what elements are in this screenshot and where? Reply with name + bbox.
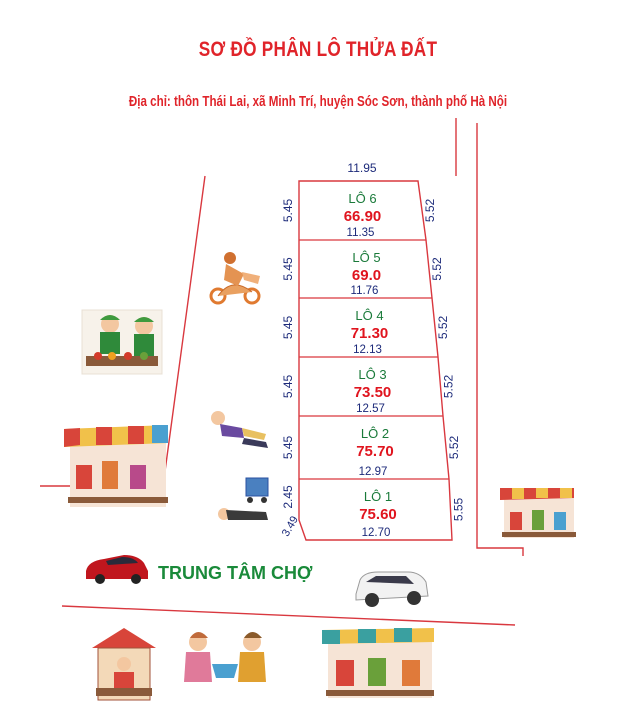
lot-name: LÔ 1 [363, 489, 393, 504]
lot-left-side: 5.45 [281, 374, 295, 399]
lot-name: LÔ 4 [355, 308, 384, 323]
lot-left-side: 5.45 [281, 198, 295, 223]
lot-bottom-width: 12.70 [361, 527, 391, 539]
lot-bottom-width: 12.97 [358, 466, 388, 478]
top-width-label: 11.95 [347, 161, 377, 175]
lot-area: 69.0 [351, 267, 382, 284]
lot-left-side: 5.45 [281, 435, 295, 460]
plot-outline [299, 181, 452, 540]
market-center-label: TRUNG TÂM CHỢ [158, 563, 313, 583]
lot-name: LÔ 6 [348, 191, 377, 206]
shopkeepers-icon [82, 310, 162, 374]
lot-left-side: 5.45 [281, 257, 295, 281]
lot-area: 75.60 [359, 506, 397, 523]
lot-bottom-width: 11.76 [350, 285, 379, 297]
lot-name: LÔ 3 [358, 367, 387, 382]
corner-cut-label: 3.49 [279, 514, 301, 539]
lot-right-side: 5.52 [430, 257, 444, 281]
address-line: Địa chỉ: thôn Thái Lai, xã Minh Trí, huyện Sóc Sơn, thành phố Hà Nội [128, 94, 508, 110]
lot-bottom-width: 12.57 [356, 403, 385, 415]
white-suv-icon [356, 572, 428, 607]
lot-name: LÔ 2 [360, 426, 390, 441]
lot-bottom-width: 11.35 [346, 227, 375, 239]
lot-right-side: 5.52 [423, 198, 437, 223]
lots-layer [280, 161, 466, 540]
motorbike-rider-icon [211, 252, 260, 303]
lot-left-side: 5.45 [281, 315, 295, 340]
lot-right-side: 5.55 [451, 497, 466, 522]
lot-area: 71.30 [350, 325, 389, 342]
market-stall-icon [500, 488, 576, 538]
lot-area: 75.70 [356, 443, 394, 460]
lot-bottom-width: 12.13 [353, 344, 382, 356]
shopping-cart-person-icon [218, 478, 268, 520]
sliding-person-icon [211, 411, 268, 448]
food-vendor-icon [92, 628, 156, 700]
lot-right-side: 5.52 [441, 374, 456, 399]
market-stall-icon [64, 425, 168, 507]
lot-right-side: 5.52 [447, 435, 461, 460]
shoppers-icon [184, 632, 266, 682]
lot-left-side: 2.45 [281, 485, 295, 509]
market-stall-icon [322, 628, 434, 698]
bottom-road-edge [62, 606, 515, 625]
lot-area: 66.90 [343, 208, 382, 225]
lot-right-side: 5.52 [436, 315, 450, 340]
red-car-icon [86, 555, 148, 584]
lot-area: 73.50 [353, 384, 392, 401]
lot-name: LÔ 5 [352, 250, 381, 265]
page-title: SƠ ĐỒ PHÂN LÔ THỬA ĐẤT [198, 38, 438, 61]
